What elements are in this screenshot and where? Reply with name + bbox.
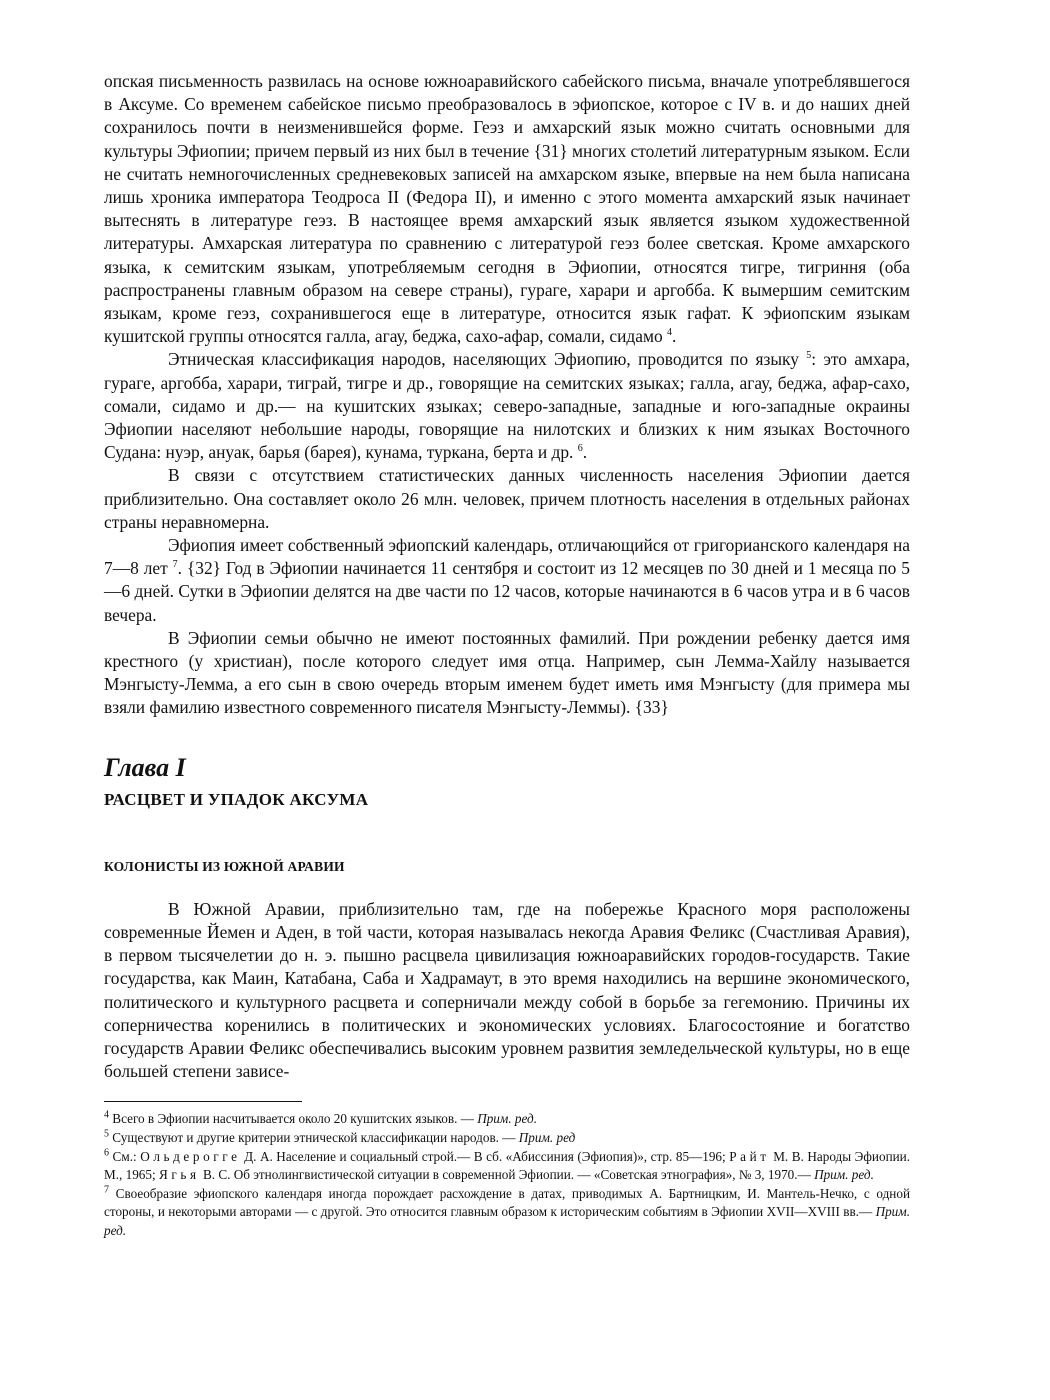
- footnote-ref-4[interactable]: 4: [667, 327, 673, 339]
- footnote-text: В. С. Об этнолингвистической ситуации в современной Эфиопии. — «Советская этнография», № 3, 1970.—: [202, 1167, 811, 1183]
- footnote-ref-5[interactable]: 5: [806, 350, 812, 362]
- editor-note: Прим. ред.: [814, 1167, 874, 1183]
- spacer: [104, 720, 910, 752]
- footnote-ref-6[interactable]: 6: [577, 443, 583, 455]
- author-name: Ягья: [158, 1167, 200, 1183]
- paragraph-text: Этническая классификация народов, населяющих Эфиопию, проводится по языку: [168, 349, 799, 370]
- footnote-6: [104, 1148, 910, 1185]
- paragraph-text: . {32} Год в Эфиопии начинается 11 сентября и состоит из 12 месяцев по 30 дней и 1 месяца по 5—6 дней. Сутки в Эфиопии делятся на две части по 12 часов, которые начинаются в 6 часов утра и в 6 часов вечера.: [104, 558, 910, 625]
- footnote-number: 7: [104, 1184, 109, 1196]
- footnote-text: М. В. Народы Эфиопии. М., 1965;: [104, 1148, 911, 1183]
- footnote-text: Существуют и другие критерии этнической классификации народов. —: [112, 1129, 516, 1145]
- author-name: Райт: [729, 1148, 770, 1164]
- footnote-number: 5: [104, 1128, 109, 1140]
- footnote-text: Всего в Эфиопии насчитывается около 20 кушитских языков. —: [112, 1111, 474, 1127]
- page-content: [104, 70, 910, 1240]
- paragraph-population: В связи с отсутствием статистических данных численность населения Эфиопии дается приблизительно. Она составляет около 26 млн. человек, причем плотность населения в отдельных районах страны неравномерна.: [104, 465, 910, 532]
- section-title: КОЛОНИСТЫ ИЗ ЮЖНОЙ АРАВИИ: [104, 858, 345, 874]
- paragraph-text: опская письменность развилась на основе южноаравийского сабейского письма, вначале употреблявшегося в Аксуме. Со временем сабейское письмо преобразовалось в эфиопское, которое с IV в. и до наших дней сохранилось почти в неизменившейся форме. Геэз и амхарский язык можно считать основными для культуры Эфиопии; причем первый из них был в течение {31} многих столетий литературным языком. Если не считать немногочисленных средневековых записей на амхарском языке, впервые на нем была написана лишь хроника императора Теодроса II (Федора II), и именно с этого момента амхарский язык начинает вытеснять в литературе геэз. В настоящее время амхарский язык является языком художественной литературы. Амхарская литература по сравнению с литературой геэз более светская. Кроме амхарского языка, к семитским языкам, употребляемым сегодня в Эфиопии, относятся тигре, тигриння (оба распространены главным образом на севере страны), гураге, харари и аргобба. К вымершим семитским языкам, кроме геэз, сохранившегося еще в литературе, относится язык гафат. К эфиопским языкам кушитской группы относятся галла, агау, беджа, сахо-афар, сомали, сидамо: [104, 71, 910, 347]
- editor-note: Прим. ред.: [477, 1111, 537, 1127]
- chapter-title: РАСЦВЕТ И УПАДОК АКСУМА: [104, 789, 369, 809]
- footnote-text: Д. А. Население и социальный строй.— В сб. «Абиссиния (Эфиопия)», стр. 85—196;: [244, 1148, 726, 1164]
- footnote-ref-7[interactable]: 7: [172, 559, 178, 571]
- footnote-5: [104, 1129, 910, 1148]
- paragraph-end: .: [672, 326, 677, 347]
- paragraph-south-arabia: В Южной Аравии, приблизительно там, где на побережье Красного моря расположены современные Йемен и Аден, в той части, которая называлась некогда Аравия Феликс (Счастливая Аравия), в первом тысячелетии до н. э. пышно расцвела цивилизация южноаравийских городов-государств. Такие государства, как Маин, Катабана, Саба и Хадрамаут, в это время находились на вершине экономического, политического и культурного расцвета и соперничали между собой в борьбе за гегемонию. Причины их соперничества коренились в политических и экономических условиях. Благосостояние и богатство государств Аравии Феликс обеспечивались высоким уровнем развития земледельческой культуры, но в еще большей степени зависе-: [104, 898, 910, 1082]
- footnote-text: См.:: [112, 1148, 137, 1164]
- editor-note: Прим. ред.: [104, 1204, 910, 1238]
- paragraph-end: .: [582, 442, 588, 463]
- author-name: Ольдерогге: [140, 1148, 241, 1164]
- paragraph-text: : это амхара, гураге, аргобба, харари, тиграй, тигре и др., говорящие на семитских языках; галла, агау, беджа, афар-сахо, сомали, сидамо и др.— на кушитских языках; северо-западные, западные и юго-западные окраины Эфиопии населяют небольшие народы, говорящие на нилотских и близких к ним языках Восточного Судана: нуэр, ануак, барья (барея), кунама, туркана, берта и др.: [104, 349, 910, 463]
- editor-note: Прим. ред: [518, 1129, 576, 1145]
- footnote-number: 6: [104, 1147, 109, 1159]
- footnote-divider: [104, 1101, 302, 1102]
- footnote-number: 4: [104, 1109, 109, 1121]
- paragraph-writing-languages: [104, 70, 910, 348]
- footnote-text: Своеобразие эфиопского календаря иногда порождает расхождение в датах, приводимых А. Бартницким, И. Мантель-Нечко, с одной стороны, и некоторыми авторами — с другой. Это относится главным образом к историческим событиям в Эфиопии XVII—XVIII вв.—: [104, 1185, 911, 1220]
- footnote-7: [104, 1185, 910, 1241]
- paragraph-text: Эфиопия имеет собственный эфиопский календарь, отличающийся от григорианского календаря на 7—8 лет: [104, 535, 910, 579]
- chapter-label: Глава I: [104, 752, 186, 782]
- paragraph-ethnic-classification: [104, 348, 910, 464]
- footnote-4: [104, 1110, 910, 1129]
- paragraph-family-names: В Эфиопии семьи обычно не имеют постоянных фамилий. При рождении ребенку дается имя крестного (у христиан), после которого следует имя отца. Например, сын Лемма-Хайлу называется Мэнгысту-Лемма, а его сын в свою очередь вторым именем будет иметь имя Мэнгысту (для примера мы взяли фамилию известного современного писателя Мэнгысту-Леммы). {33}: [104, 627, 910, 718]
- paragraph-calendar: [104, 534, 910, 627]
